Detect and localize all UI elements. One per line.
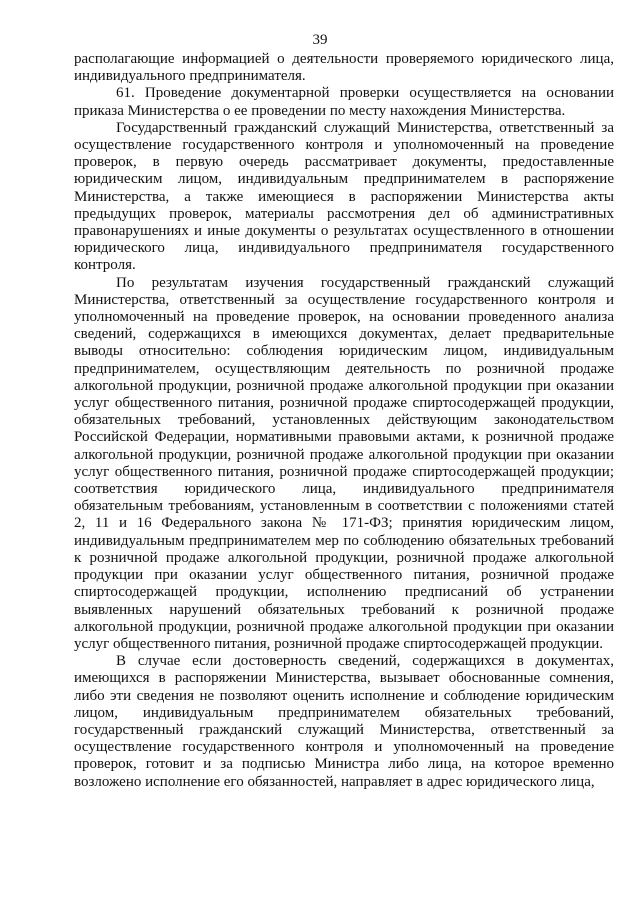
document-body xyxy=(74,51,614,791)
paragraph-continuation: располагающие информацией о деятельности проверяемого юридического лица, индивидуального предпринимателя. xyxy=(74,51,614,85)
paragraph-61: 61. Проведение документарной проверки осуществляется на основании приказа Министерства о ее проведении по месту нахождения Министерства. xyxy=(74,85,614,119)
paragraph-review-documents: Государственный гражданский служащий Министерства, ответственный за осуществление государственного контроля и уполномоченный на проведение проверок, в первую очередь рассматривает документы, предоставленные юридическим лицом, индивидуальным предпринимателем в распоряжение Министерства, а также имеющиеся в распоряжении Министерства акты предыдущих проверок, материалы рассмотрения дел об административных правонарушениях и иные документы о результатах осуществленного в отношении юридического лица, индивидуального предпринимателя государственного контроля. xyxy=(74,119,614,274)
paragraph-preliminary-conclusions: По результатам изучения государственный гражданский служащий Министерства, ответственный за осуществление государственного контроля и уполномоченный на проведение проверок, на основании проведенного анализа сведений, содержащихся в имеющихся документах, делает предварительные выводы относительно: соблюдения юридическим лицом, индивидуальным предпринимателем, осуществляющим деятельность по розничной продаже алкогольной продукции, розничной продаже алкогольной продукции при оказании услуг общественного питания, розничной продаже спиртосодержащей продукции, обязательных требований, установленных действующим законодательством Российской Федерации, нормативными правовыми актами, к розничной продаже алкогольной продукции, розничной продаже алкогольной продукции при оказании услуг общественного питания, розничной продаже спиртосодержащей продукции; соответствия юридического лица, индивидуального предпринимателя обязательным требованиям, установленным в соответствии с положениями статей 2, 11 и 16 Федерального закона № 171-ФЗ; принятия юридическим лицом, индивидуальным предпринимателем мер по соблюдению обязательных требований к розничной продаже алкогольной продукции, розничной продаже алкогольной продукции при оказании услуг общественного питания, розничной продаже спиртосодержащей продукции, исполнению предписаний об устранении выявленных нарушений обязательных требований к розничной продаже алкогольной продукции, розничной продаже алкогольной продукции при оказании услуг общественного питания, розничной продаже спиртосодержащей продукции. xyxy=(74,274,614,652)
page-number: 39 xyxy=(312,32,328,48)
paragraph-doubts: В случае если достоверность сведений, содержащихся в документах, имеющихся в распоряжении Министерства, вызывает обоснованные сомнения, либо эти сведения не позволяют оценить исполнение и соблюдение юридическим лицом, индивидуальным предпринимателем обязательных требований, государственный гражданский служащий Министерства, ответственный за осуществление государственного контроля и уполномоченный на проведение проверок, готовит и за подписью Министра либо лица, на которое временно возложено исполнение его обязанностей, направляет в адрес юридического лица, xyxy=(74,653,614,790)
